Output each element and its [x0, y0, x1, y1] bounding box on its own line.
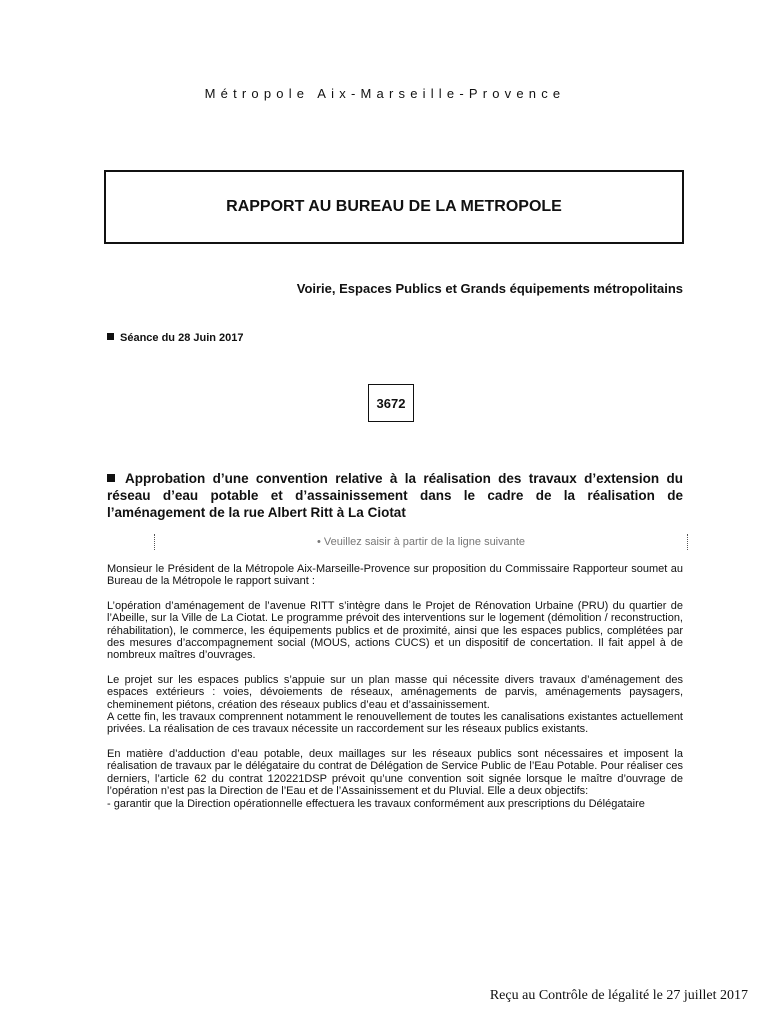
session-line: [107, 332, 244, 344]
report-object-title: Approbation d’une convention relative à la réalisation des travaux d’extension du réseau d’eau potable et d’assainissement dans le cadre de la réalisation de l’aménagement de la rue Albert Ritt à La Ciotat: [107, 471, 683, 520]
paragraph-operation: L’opération d’aménagement de l’avenue RITT s’intègre dans le Projet de Rénovation Urbaine (PRU) du quartier de l’Abeille, sur la Ville de La Ciotat. Le programme prévoit des interventions sur le logement (démolition / reconstruction, réhabilitation), le commerce, les équipements publics et de proximité, ainsi que les espaces publics, complétées par des mesures d’accompagnement social (MOUS, actions CUCS) et un dispositif de concertation. Il fait appel à de nombreux maîtres d’ouvrages.: [107, 599, 683, 662]
input-hint: • Veuillez saisir à partir de la ligne suivante: [316, 536, 526, 548]
report-body: [107, 563, 683, 822]
organization-name: Métropole Aix-Marseille-Provence: [204, 86, 566, 101]
paragraph-intro: Monsieur le Président de la Métropole Aix-Marseille-Provence sur proposition du Commissaire Rapporteur soumet au Bureau de la Métropole le rapport suivant :: [107, 563, 683, 588]
paragraph-objective-1: - garantir que la Direction opérationnelle effectuera les travaux conformément aux prescriptions du Délégataire: [107, 797, 645, 810]
report-number: 3672: [376, 395, 406, 411]
report-number-box: [368, 384, 414, 422]
service-name: Voirie, Espaces Publics et Grands équipements métropolitains: [296, 281, 683, 296]
report-title: RAPPORT AU BUREAU DE LA METROPOLE: [226, 198, 562, 215]
square-bullet-icon: [107, 333, 114, 340]
square-bullet-icon: [107, 474, 115, 482]
session-date: Séance du 28 Juin 2017: [120, 332, 244, 344]
paragraph-water-supply: En matière d’adduction d’eau potable, deux maillages sur les réseaux publics sont nécessaires et imposent la réalisation de travaux par le délégataire du contrat de Délégation de Service Public de l’Eau Potable. Pour réaliser ces derniers, l’article 62 du contrat 120221DSP prévoit qu’une convention soit signée lorsque le maître d’ouvrage de l’opération n’est pas la Direction de l’Eau et de l’Assainissement et du Pluvial. Elle a deux objectifs:: [107, 747, 683, 798]
report-title-box: [104, 170, 684, 244]
report-object: [107, 470, 683, 521]
field-right-marker: [687, 534, 688, 550]
paragraph-project: Le projet sur les espaces publics s’appuie sur un plan masse qui nécessite divers travaux d’aménagement des espaces extérieurs : voies, dévoiements de réseaux, aménagements de parvis, aménagements paysagers, cheminement piétons, création des réseaux publics d’eau et d’assainissement.: [107, 673, 683, 711]
paragraph-works: A cette fin, les travaux comprennent notamment le renouvellement de toutes les canalisations existantes actuellement privées. La réalisation de ces travaux nécessite un raccordement sur les réseaux publics existants.: [107, 711, 683, 736]
input-hint-field[interactable]: [150, 534, 692, 552]
legality-stamp: Reçu au Contrôle de légalité le 27 juillet 2017: [489, 988, 748, 1003]
input-hint-text: Veuillez saisir à partir de la ligne suivante: [323, 536, 526, 548]
